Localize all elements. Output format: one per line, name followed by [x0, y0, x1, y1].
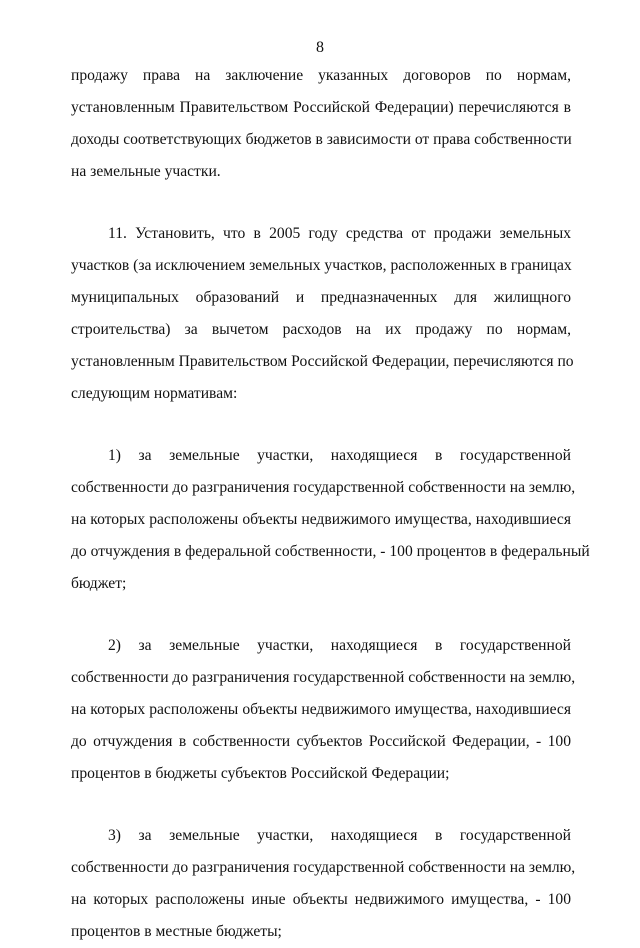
page-number: 8: [316, 39, 324, 56]
text-line: установленным Правительством Российской Федерации, перечисляются по: [71, 353, 574, 370]
text-line: до отчуждения в собственности субъектов Российской Федерации, - 100: [71, 733, 571, 750]
document-body: [71, 60, 590, 948]
text-line: 2) за земельные участки, находящиеся в государственной: [108, 637, 571, 654]
text-line: доходы соответствующих бюджетов в зависимости от права собственности: [71, 131, 572, 148]
text-line: собственности до разграничения государственной собственности на землю,: [71, 669, 576, 686]
paragraph-subitem-1: [71, 440, 590, 600]
text-line: собственности до разграничения государственной собственности на землю,: [71, 859, 576, 876]
text-line: следующим нормативам:: [71, 385, 238, 402]
paragraph-gap: [71, 790, 571, 820]
paragraph-item-11: [71, 218, 574, 410]
text-line: на которых расположены объекты недвижимого имущества, находившиеся: [71, 701, 571, 718]
text-line: на которых расположены объекты недвижимого имущества, находившиеся: [71, 511, 571, 528]
text-line: на которых расположены иные объекты недвижимого имущества, - 100: [71, 891, 571, 908]
paragraph-continuation: [71, 60, 571, 188]
text-line: бюджет;: [71, 575, 127, 592]
paragraph-gap: [71, 600, 571, 630]
text-line: 11. Установить, что в 2005 году средства от продажи земельных: [108, 225, 571, 242]
paragraph-gap: [71, 410, 571, 440]
text-line: собственности до разграничения государственной собственности на землю,: [71, 479, 576, 496]
text-line: муниципальных образований и предназначенных для жилищного: [71, 289, 571, 306]
text-line: до отчуждения в федеральной собственности, - 100 процентов в федеральный: [71, 543, 590, 560]
paragraph-subitem-2: [71, 630, 576, 790]
text-line: строительства) за вычетом расходов на их продажу по нормам,: [71, 321, 571, 338]
text-line: процентов в бюджеты субъектов Российской Федерации;: [71, 765, 450, 782]
text-line: на земельные участки.: [71, 163, 221, 180]
paragraph-gap: [71, 188, 571, 218]
text-line: установленным Правительством Российской Федерации) перечисляются в: [71, 99, 571, 116]
text-line: 3) за земельные участки, находящиеся в государственной: [108, 827, 571, 844]
text-line: 1) за земельные участки, находящиеся в государственной: [108, 447, 571, 464]
text-line: продажу права на заключение указанных договоров по нормам,: [71, 67, 571, 84]
text-line: участков (за исключением земельных участков, расположенных в границах: [71, 257, 572, 274]
paragraph-subitem-3: [71, 820, 576, 948]
text-line: процентов в местные бюджеты;: [71, 923, 282, 940]
